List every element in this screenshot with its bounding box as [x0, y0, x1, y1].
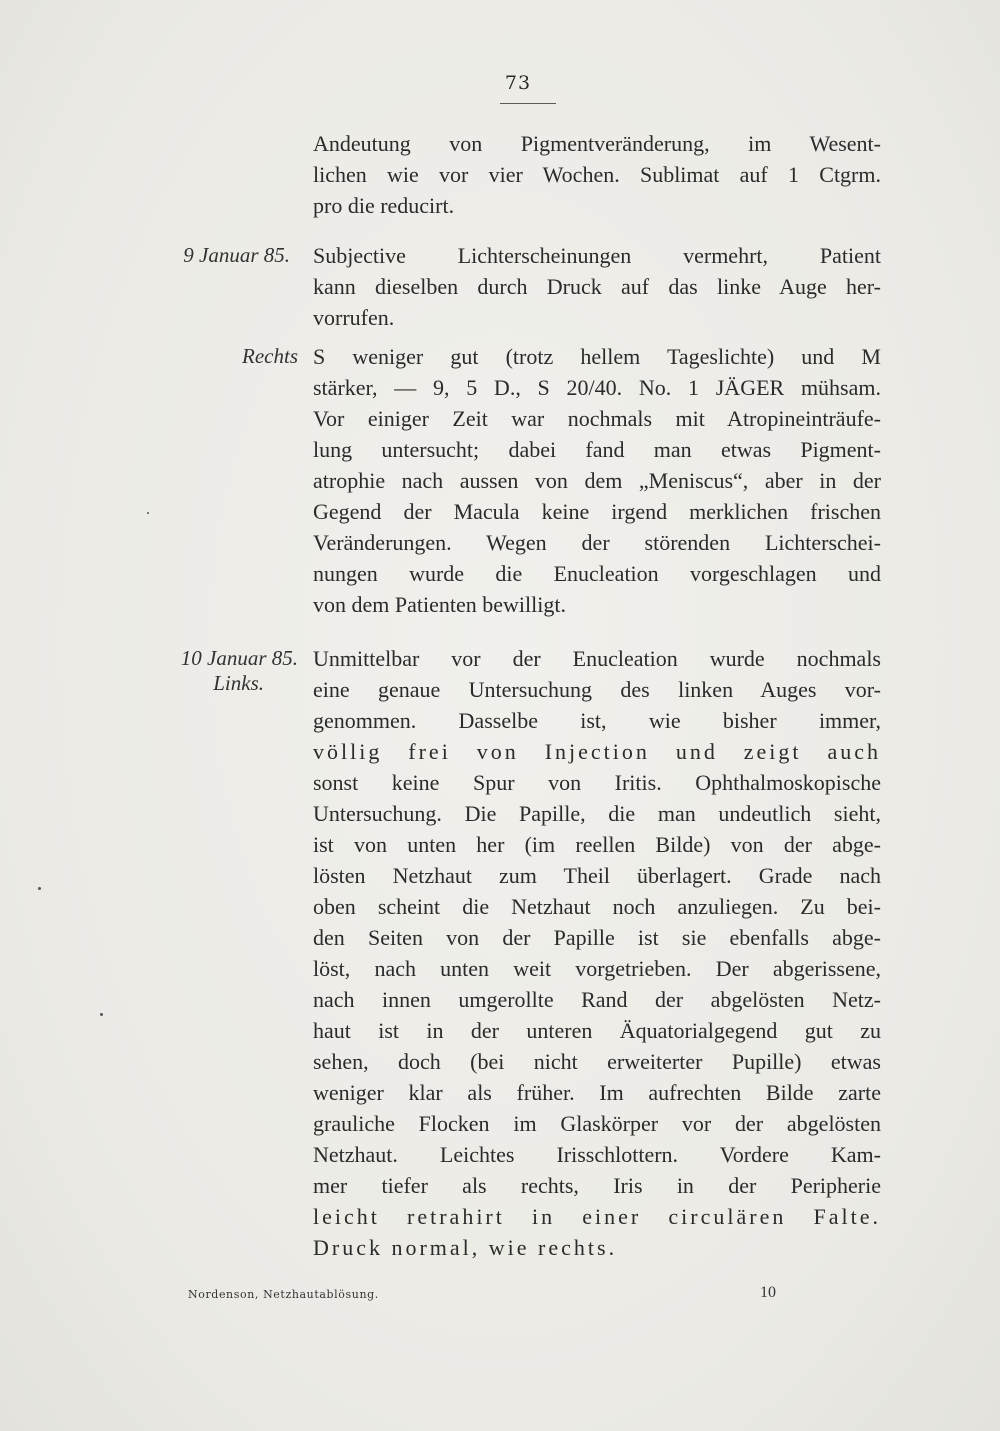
margin-note-jan9: 9 Januar 85.: [183, 243, 290, 267]
text-line: sonst keine Spur von Iritis. Ophthalmoskopische: [313, 770, 881, 795]
text-line: lichen wie vor vier Wochen. Sublimat auf 1 Ctgrm.: [313, 162, 881, 187]
text-line: vorrufen.: [313, 305, 395, 330]
text-line: atrophie nach aussen von dem „Meniscus“, aber in der: [313, 468, 881, 493]
text-line: Gegend der Macula keine irgend merklichen frischen: [313, 499, 881, 524]
text-line: weniger klar als früher. Im aufrechten Bilde zarte: [313, 1080, 881, 1105]
text-line: Netzhaut. Leichtes Irisschlottern. Vordere Kam-: [313, 1142, 881, 1167]
paragraph-2: [313, 240, 881, 333]
text-line: mer tiefer als rechts, Iris in der Peripherie: [313, 1173, 881, 1198]
text-line: ist von unten her (im reellen Bilde) von der abge-: [313, 832, 881, 857]
text-line: S weniger gut (trotz hellem Tageslichte) und M: [313, 344, 881, 369]
footer-signature-mark: 10: [760, 1284, 776, 1301]
text-line: genommen. Dasselbe ist, wie bisher immer,: [313, 708, 881, 733]
scan-speck: [147, 512, 149, 514]
text-line: Andeutung von Pigmentveränderung, im Wesent-: [313, 131, 881, 156]
text-line: kann dieselben durch Druck auf das linke Auge her-: [313, 274, 881, 299]
text-line: leicht retrahirt in einer circulären Falte.: [313, 1204, 881, 1229]
scan-speck: [38, 887, 41, 890]
text-line: völlig frei von Injection und zeigt auch: [313, 739, 881, 764]
text-line: pro die reducirt.: [313, 193, 455, 218]
text-line: nungen wurde die Enucleation vorgeschlagen und: [313, 561, 881, 586]
text-line: nach innen umgerollte Rand der abgelösten Netz-: [313, 987, 881, 1012]
page-number-rule: [500, 103, 556, 104]
paragraph-3: [313, 341, 881, 620]
text-line: stärker, — 9, 5 D., S 20/40. No. 1 JÄGER mühsam.: [313, 375, 881, 400]
text-line: Unmittelbar vor der Enucleation wurde nochmals: [313, 646, 881, 671]
margin-note-links: Links.: [213, 671, 264, 695]
text-line: Subjective Lichterscheinungen vermehrt, Patient: [313, 243, 881, 268]
text-line: den Seiten von der Papille ist sie ebenfalls abge-: [313, 925, 881, 950]
text-line: Vor einiger Zeit war nochmals mit Atropineinträufe-: [313, 406, 881, 431]
footer-author-title: Nordenson, Netzhautablösung.: [188, 1288, 379, 1301]
text-line: Veränderungen. Wegen der störenden Lichterschei-: [313, 530, 881, 555]
text-line: haut ist in der unteren Äquatorialgegend gut zu: [313, 1018, 881, 1043]
text-line: von dem Patienten bewilligt.: [313, 592, 566, 617]
text-line: lösten Netzhaut zum Theil überlagert. Grade nach: [313, 863, 881, 888]
text-line: lung untersucht; dabei fand man etwas Pigment-: [313, 437, 881, 462]
text-line: oben scheint die Netzhaut noch anzuliegen. Zu bei-: [313, 894, 881, 919]
margin-note-rechts: Rechts: [242, 344, 298, 368]
paragraph-1: [313, 128, 881, 221]
text-line: löst, nach unten weit vorgetrieben. Der abgerissene,: [313, 956, 881, 981]
text-line: Untersuchung. Die Papille, die man undeutlich sieht,: [313, 801, 881, 826]
scan-speck: [100, 1013, 103, 1016]
text-line: grauliche Flocken im Glaskörper vor der abgelösten: [313, 1111, 881, 1136]
margin-note-jan10: 10 Januar 85.: [180, 646, 298, 670]
page-number: 73: [504, 72, 532, 94]
paragraph-4: [313, 643, 881, 1263]
text-line: sehen, doch (bei nicht erweiterter Pupille) etwas: [313, 1049, 881, 1074]
text-line: Druck normal, wie rechts.: [313, 1235, 618, 1260]
text-line: eine genaue Untersuchung des linken Auges vor-: [313, 677, 881, 702]
